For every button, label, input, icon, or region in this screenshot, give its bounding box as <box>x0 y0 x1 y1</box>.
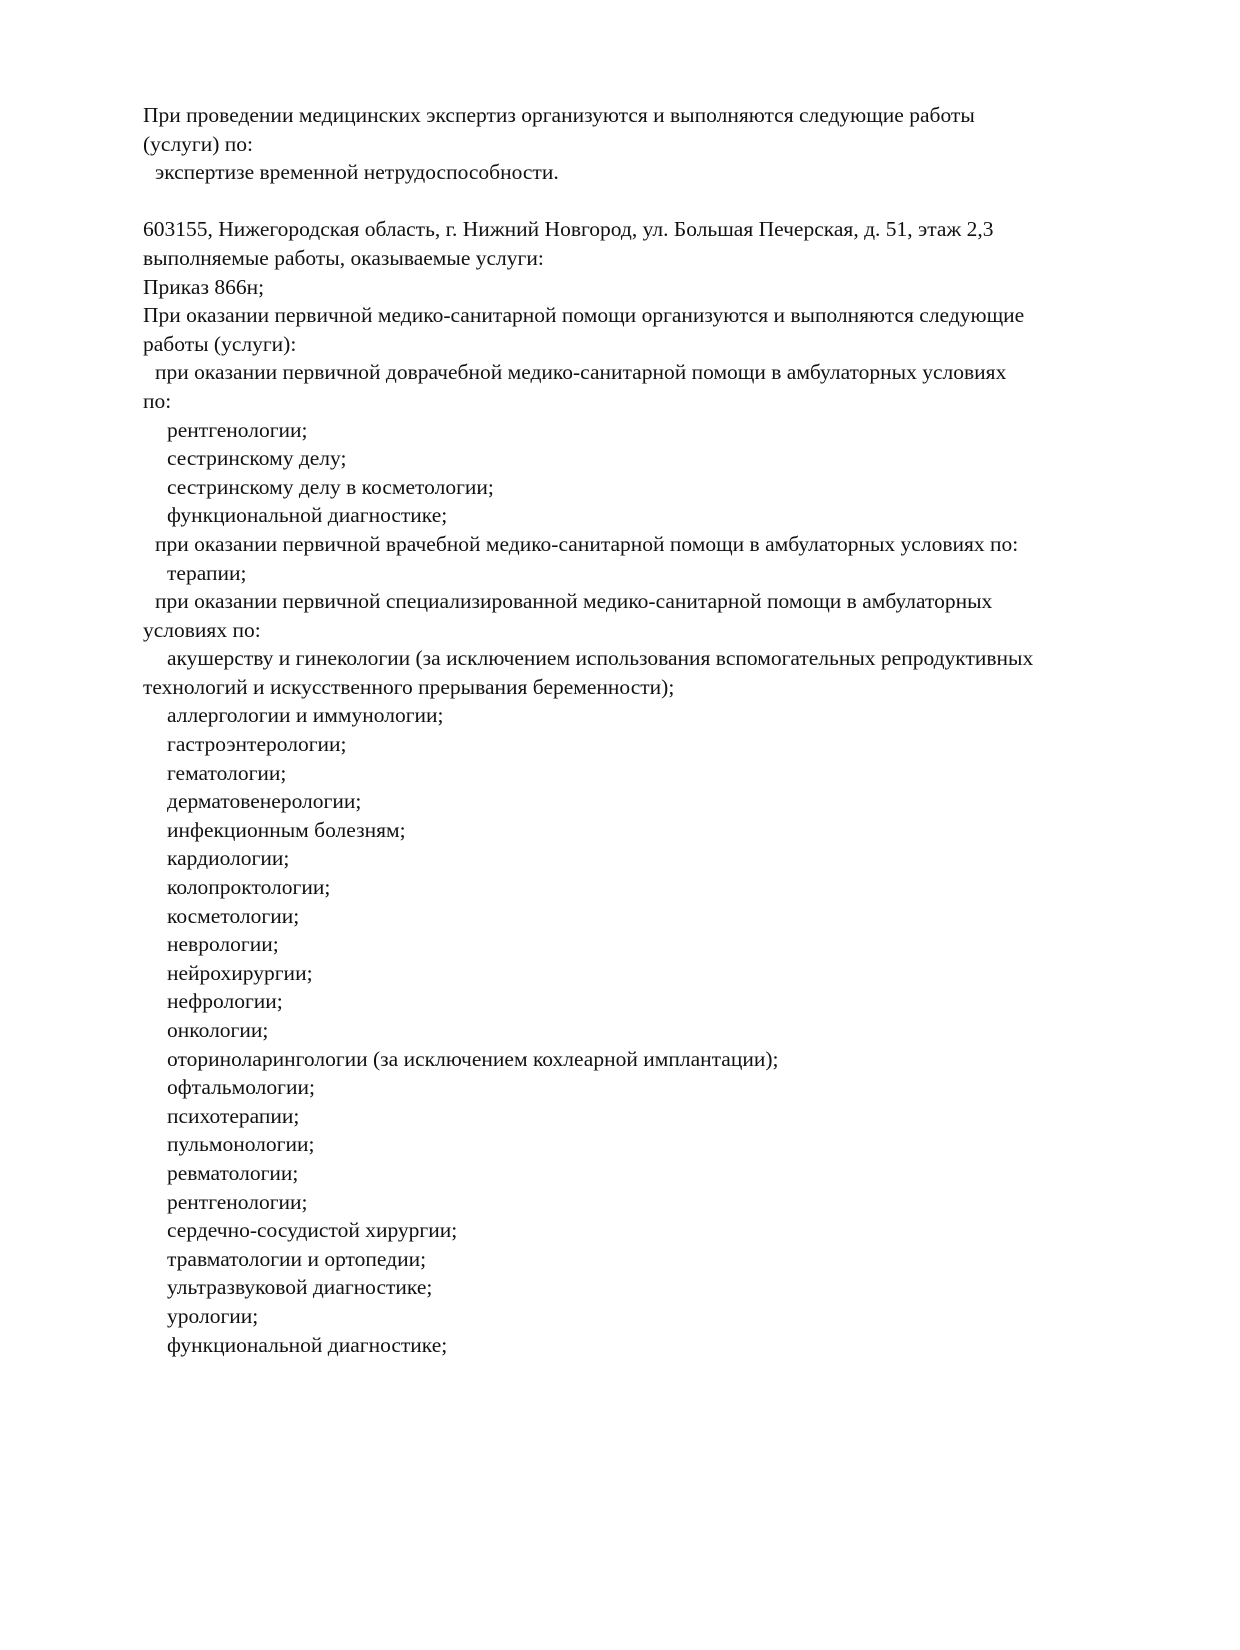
list-item: ревматологии; <box>167 1160 299 1185</box>
list-item: сердечно-сосудистой хирургии; <box>167 1218 458 1243</box>
expertise-intro-line: При проведении медицинских экспертиз организуются и выполняются следующие работы <box>143 103 975 127</box>
list-item: рентгенологии; <box>167 1189 308 1214</box>
works-label: выполняемые работы, оказываемые услуги: <box>143 245 544 270</box>
list-item: неврологии; <box>167 932 279 957</box>
list-item: кардиологии; <box>167 846 290 871</box>
list-item: терапии; <box>167 560 247 585</box>
list-item: нефрологии; <box>167 989 283 1014</box>
list-item: колопроктологии; <box>167 875 331 900</box>
list-item: функциональной диагностике; <box>167 1332 448 1357</box>
pmsp-intro-line: работы (услуги): <box>143 331 297 356</box>
spec-list <box>143 701 1143 1359</box>
prevrach-heading: по: <box>143 388 172 413</box>
list-item: сестринскому делу в косметологии; <box>167 474 494 499</box>
list-item: гематологии; <box>167 760 287 785</box>
pmsp-intro-line: При оказании первичной медико-санитарной помощи организуются и выполняются следующие <box>143 303 1025 328</box>
prevrach-heading: при оказании первичной доврачебной медико-санитарной помощи в амбулаторных условиях <box>155 360 1007 385</box>
list-item: аллергологии и иммунологии; <box>167 703 444 728</box>
expertise-intro-line: (услуги) по: <box>143 131 254 156</box>
list-item: косметологии; <box>167 903 300 928</box>
vrach-heading: при оказании первичной врачебной медико-санитарной помощи в амбулаторных условиях по: <box>155 531 1019 556</box>
list-item: онкологии; <box>167 1018 269 1042</box>
list-item: офтальмологии; <box>167 1075 315 1100</box>
list-item: дерматовенерологии; <box>167 789 362 814</box>
list-item: инфекционным болезням; <box>167 817 406 842</box>
order-reference: Приказ 866н; <box>143 274 265 299</box>
spec-heading: при оказании первичной специализированной медико-санитарной помощи в амбулаторных <box>155 589 993 614</box>
document-page <box>143 101 1143 1359</box>
list-item: акушерству и гинекологии (за исключением использования вспомогательных репродуктивных <box>167 646 1034 671</box>
list-item: ультразвуковой диагностике; <box>167 1275 433 1300</box>
spacer <box>143 187 1143 216</box>
list-item: сестринскому делу; <box>167 446 347 471</box>
list-item: гастроэнтерологии; <box>167 732 347 757</box>
list-item: рентгенологии; <box>167 417 308 442</box>
expertise-item: экспертизе временной нетрудоспособности. <box>155 160 559 185</box>
list-item: технологий и искусственного прерывания беременности); <box>143 674 675 699</box>
list-item: оториноларингологии (за исключением кохлеарной имплантации); <box>167 1046 779 1071</box>
list-item: пульмонологии; <box>167 1132 315 1157</box>
list-item: психотерапии; <box>167 1103 300 1128</box>
list-item: травматологии и ортопедии; <box>167 1246 427 1271</box>
list-item: нейрохирургии; <box>167 960 313 985</box>
list-item: урологии; <box>167 1303 259 1328</box>
spec-heading: условиях по: <box>143 617 261 642</box>
list-item: функциональной диагностике; <box>167 503 448 528</box>
address: 603155, Нижегородская область, г. Нижний Новгород, ул. Большая Печерская, д. 51, этаж 2,3 <box>143 217 994 242</box>
